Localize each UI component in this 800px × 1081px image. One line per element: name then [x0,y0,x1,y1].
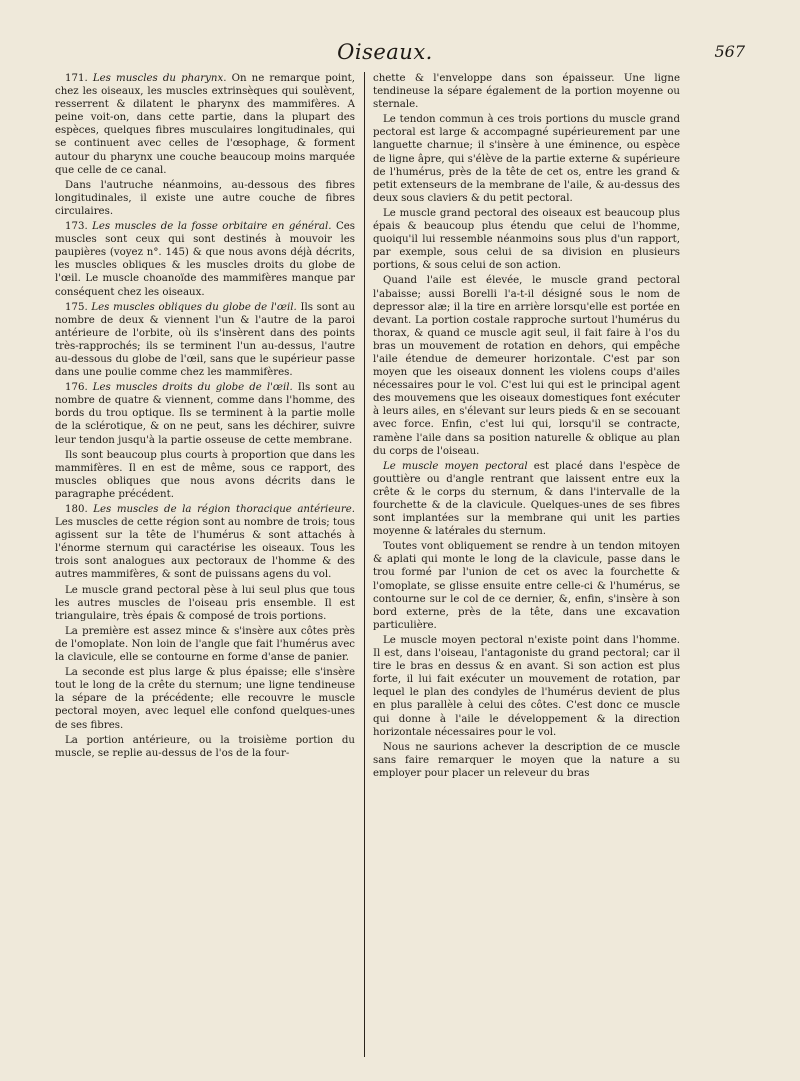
paragraph-text: Le tendon commun à ces trois portions du muscle grand pectoral est large & accompagné supérieurement par une languette charnue; il s'insère à une éminence, ou espèce de ligne âpre, qui s'élève de la partie externe & supérieure de l'humérus, près de la tête de cet os, entre les grand & petit extenseurs de la membrane de l'aile, & au-dessus des deux sous claviers & du petit pectoral. [373,114,680,204]
paragraph [55,625,355,664]
paragraph [373,741,680,780]
paragraph-text: Le muscle grand pectoral pèse à lui seul plus que tous les autres muscles de l'oiseau pris ensemble. Il est triangulaire, très épais & composé de trois portions. [55,584,355,622]
right-column [373,72,680,1057]
paragraph [373,72,680,111]
paragraph [373,207,680,272]
paragraph-text: La portion antérieure, ou la troisième portion du muscle, se replie au-dessus de l'os de la four- [55,734,355,759]
section-number: 171. [65,73,88,84]
paragraph [55,584,355,623]
paragraph-text: La première est assez mince & s'insère aux côtes près de l'omoplate. Non loin de l'angle que fait l'humérus avec la clavicule, elle se contourne en forme d'anse de panier. [55,625,355,664]
text-columns [55,72,765,1057]
section-heading: Les muscles de la fosse orbitaire en général. [92,221,332,233]
paragraph [373,634,680,739]
column-divider [364,72,365,1057]
section-heading: Les muscles de la région thoracique antérieure. [93,504,355,515]
paragraph [55,666,355,731]
paragraph-text: Ils sont au nombre de quatre & viennent, comme dans l'homme, des bords du trou optique. Ils se terminent à la partie molle de la sclérotique, & on ne peut, sans les déchirer, suivre leur tendon jusqu'à la partie osseuse de cette membrane. [55,382,355,446]
paragraph [55,179,355,218]
section-heading: Les muscles droits du globe de l'œil. [92,382,293,394]
paragraph [55,220,355,299]
paragraph [55,72,355,177]
section-heading: Les muscles du pharynx. [92,73,227,84]
paragraph-text: Nous ne saurions achever la description de ce muscle sans faire remarquer le moyen que la nature a su employer pour placer un releveur du bras [373,741,680,779]
paragraph-text: Quand l'aile est élevée, le muscle grand pectoral l'abaisse; aussi Borelli l'a-t-il désigné sous le nom de depressor alæ; il la tire en arrière lorsqu'elle est portée en devant. La portion costale rapproche surtout l'humérus du thorax, & quand ce muscle agit seul, il fait faire à l'os du bras un mouvement de rotation en dehors, qui empêche l'aile étendue de demeurer horizontale. C'est par son moyen que les oiseaux donnent les violens coups d'ailes nécessaires pour le vol. C'est lui qui est le principal agent des mouvemens que les oiseaux domestiques font exécuter à leurs ailes, en s'élevant sur leurs pieds & en se secouant avec force. Enfin, c'est lui qui, lorsqu'il se contracte, ramène l'aile dans sa position naturelle & oblique au plan du corps de l'oiseau. [373,275,680,457]
paragraph [55,734,355,760]
paragraph [373,274,680,457]
running-title: Oiseaux. [337,40,433,64]
paragraph-text: Ils sont beaucoup plus courts à proportion que dans les mammifères. Il en est de même, sous ce rapport, des muscles obliques que nous avons décrits dans le paragraphe précédent. [55,449,355,500]
paragraph-text: Le muscle grand pectoral des oiseaux est beaucoup plus épais & beaucoup plus étendu que celui de l'homme, quoiqu'il lui ressemble néanmoins sous plus d'un rapport, par exemple, sous celui de sa division en plusieurs portions, & sous celui de son action. [373,207,680,272]
page-number: 567 [714,42,745,61]
paragraph [55,503,355,582]
paragraph-text: Dans l'autruche néanmoins, au-dessous des fibres longitudinales, il existe une autre couche de fibres circulaires. [55,179,355,217]
section-number: 173. [65,221,88,233]
paragraph-text: Ces muscles sont ceux qui sont destinés à mouvoir les paupières (voyez n°. 145) & que nous avons déjà décrits, les muscles obliques & les muscles droits du globe de l'œil. Le muscle choanoïde des mammifères manque par conséquent chez les oiseaux. [55,221,355,298]
paragraph-text: La seconde est plus large & plus épaisse; elle s'insère tout le long de la crête du sternum; une ligne tendineuse la sépare de la précédente; elle recouvre le muscle pectoral moyen, avec lequel elle confond quelques-unes de ses fibres. [55,667,355,731]
section-number: 180. [65,504,88,515]
paragraph-text: Le muscle moyen pectoral n'existe point dans l'homme. Il est, dans l'oiseau, l'antagoniste du grand pectoral; car il tire le bras en dessus & en avant. Si son action est plus forte, il lui fait exécuter un mouvement de rotation, par lequel le plan des condyles de l'humérus devient de plus en plus parallèle à celui des côtes. C'est donc ce muscle qui donne à l'aile le développement & la direction horizontale nécessaires pour le vol. [373,634,680,738]
paragraph [373,540,680,632]
running-head [0,40,800,70]
paragraph-text: Toutes vont obliquement se rendre à un tendon mitoyen & aplati qui monte le long de la clavicule, passe dans le trou formé par l'union de cet os avec la fourchette & l'omoplate, se glisse ensuite entre celle-ci & l'humérus, se contourne sur le col de ce dernier, &, enfin, s'insère à son bord externe, près de la tête, dans une excavation particulière. [373,541,680,631]
paragraph-text: Ils sont au nombre de deux & viennent l'un & l'autre de la paroi antérieure de l'orbite, où ils s'insèrent dans des points très-rapprochés; ils se terminent l'un au-dessus, l'autre au-dessous du globe de l'œil, sans que le supérieur passe dans une poulie comme chez les mammifères. [55,301,355,379]
paragraph-text: est placé dans l'espèce de gouttière ou d'angle rentrant que laissent entre eux la crête & le corps du sternum, & dans l'intervalle de la fourchette & de la clavicule. Quelques-unes de ses fibres sont implantées sur la membrane qui unit les parties moyenne & latérales du sternum. [373,460,680,538]
paragraph [373,113,680,205]
paragraph [55,301,355,380]
paragraph [373,460,680,539]
paragraph [55,381,355,446]
section-heading: Les muscles obliques du globe de l'œil. [91,301,297,313]
section-number: 176. [65,382,88,394]
paragraph-text: Les muscles de cette région sont au nombre de trois; tous agissent sur la tête de l'humérus & sont attachés à l'énorme sternum qui caractérise les oiseaux. Tous les trois sont analogues aux pectoraux de l'homme & des autres mammifères, & sont de puissans agens du vol. [55,517,355,581]
section-heading: Le muscle moyen pectoral [383,460,528,472]
paragraph-text: On ne remarque point, chez les oiseaux, les muscles extrinsèques qui soulèvent, resserrent & dilatent le pharynx des mammifères. A peine voit-on, dans cette partie, dans la plupart des espèces, quelques fibres musculaires longitudinales, qui se continuent avec celles de l'œsophage, & forment autour du pharynx une couche beaucoup moins marquée que celle de ce canal. [55,73,355,176]
section-number: 175. [65,301,88,313]
paragraph-text: chette & l'enveloppe dans son épaisseur. Une ligne tendineuse la sépare également de la portion moyenne ou sternale. [373,73,680,111]
paragraph [55,449,355,501]
left-column [55,72,355,1057]
